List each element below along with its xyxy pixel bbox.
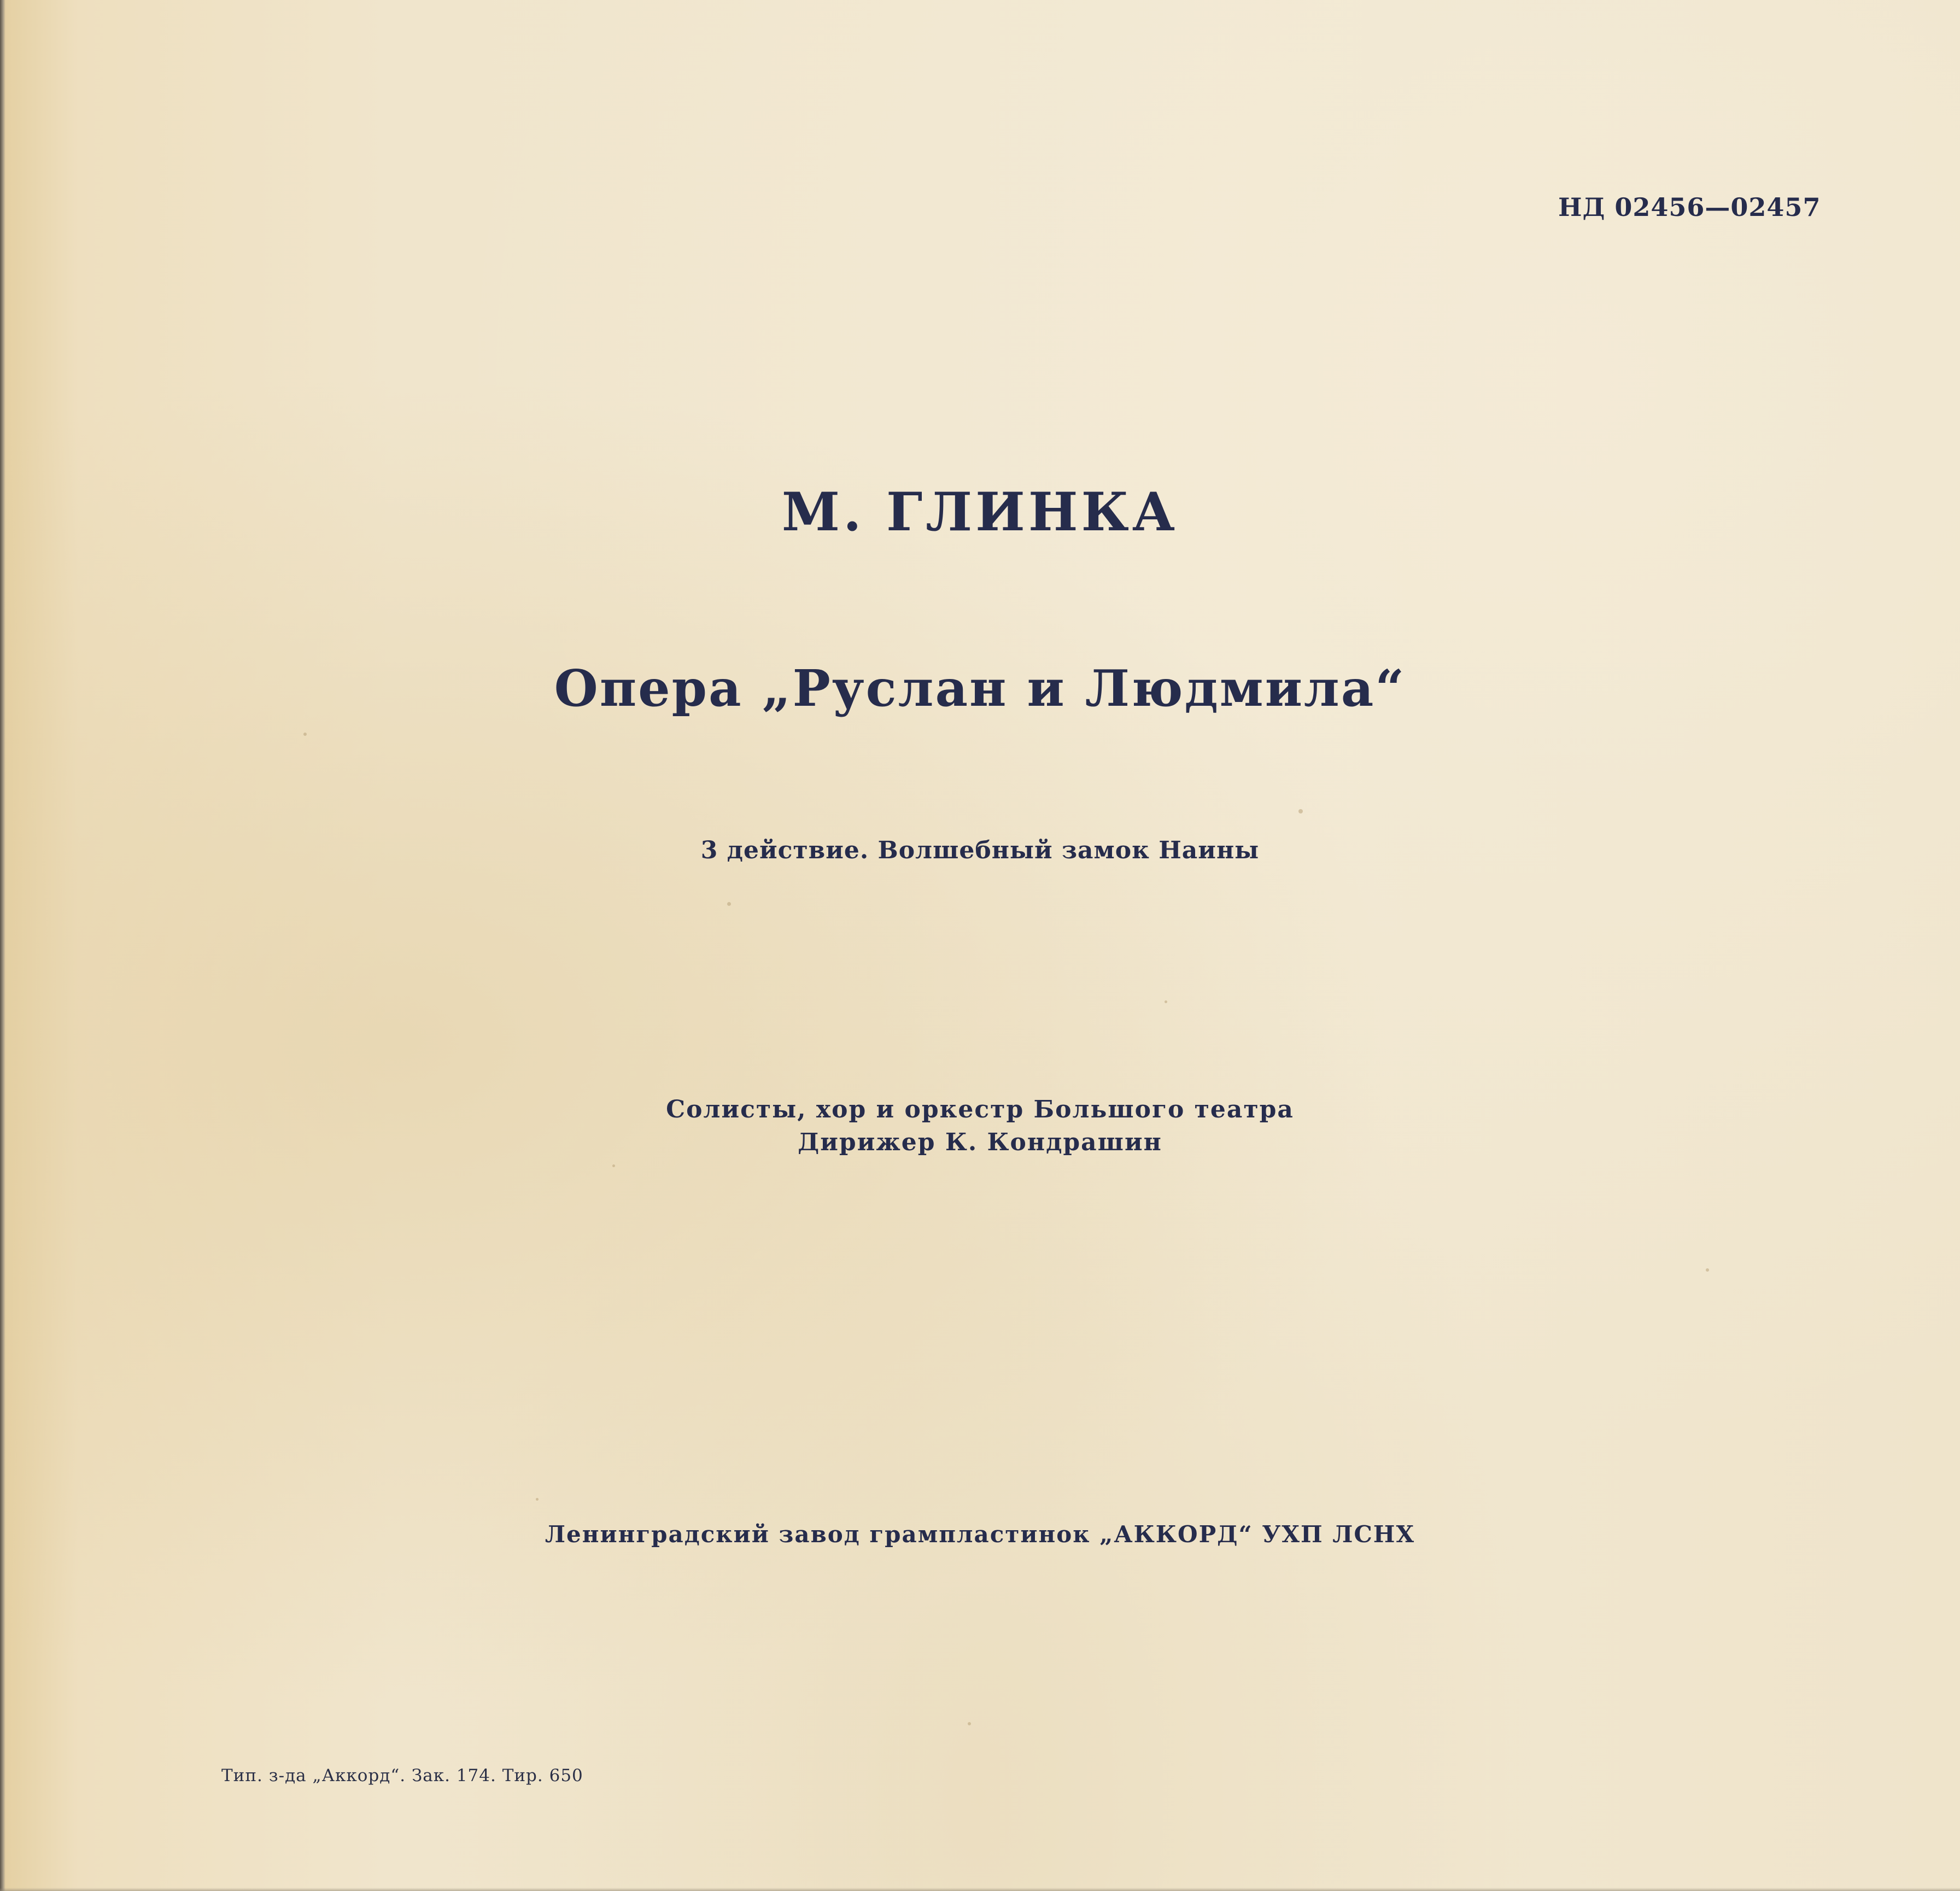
paper-speck: [1298, 809, 1303, 813]
factory-line: Ленинградский завод грампластинок „АККОРД“ УХП ЛСНХ: [545, 1521, 1415, 1548]
sleeve-bottom-edge: [0, 1888, 1960, 1891]
paper-speck: [612, 1164, 615, 1167]
catalog-number: НД 02456—02457: [1558, 192, 1821, 222]
conductor-line: Дирижер К. Кондрашин: [798, 1128, 1162, 1156]
opera-title: Опера „Руслан и Людмила“: [554, 659, 1406, 718]
paper-speck: [1165, 1000, 1167, 1003]
composer-name: М. ГЛИНКА: [781, 481, 1179, 543]
act-subtitle: 3 действие. Волшебный замок Наины: [700, 836, 1260, 864]
paper-speck: [968, 1722, 971, 1725]
sleeve-left-edge: [0, 0, 5, 1891]
paper-speck: [727, 902, 731, 906]
paper-speck: [303, 733, 307, 736]
print-imprint: Тип. з-да „Аккорд“. Зак. 174. Тир. 650: [221, 1766, 583, 1785]
performers-line: Солисты, хор и оркестр Большого театра: [666, 1096, 1294, 1123]
paper-speck: [536, 1498, 539, 1501]
paper-speck: [1706, 1268, 1709, 1272]
